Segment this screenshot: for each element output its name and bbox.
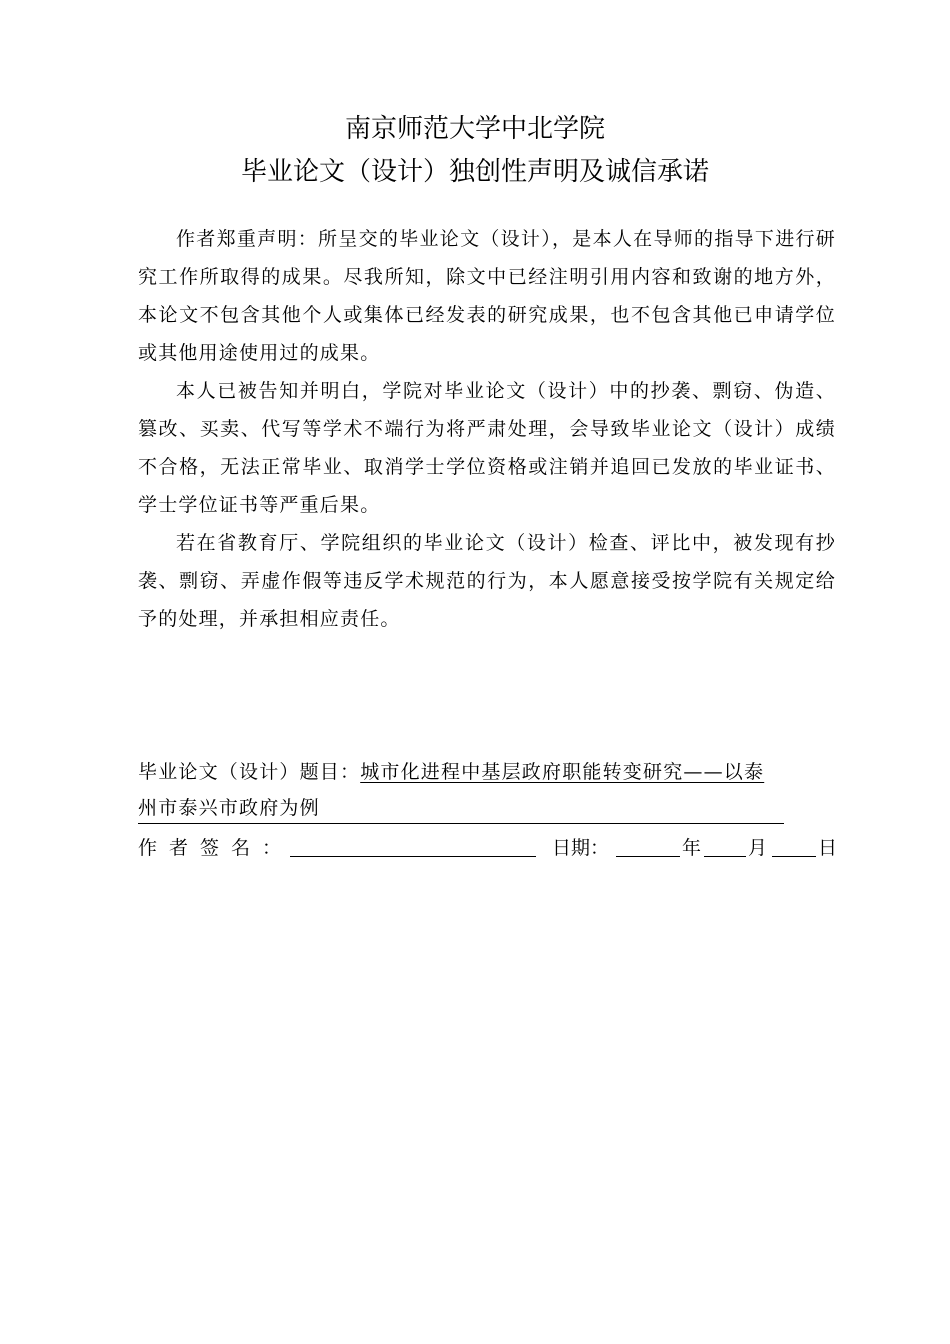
signature-row <box>138 830 836 866</box>
topic-value-line2[interactable]: 州市泰兴市政府为例 <box>138 793 784 824</box>
topic-value-line1[interactable]: 城市化进程中基层政府职能转变研究——以泰 <box>360 761 765 783</box>
topic-label: 毕业论文（设计）题目： <box>138 761 361 783</box>
declaration-body <box>138 220 836 638</box>
month-blank[interactable] <box>704 830 746 857</box>
month-unit: 月 <box>748 837 768 859</box>
day-blank[interactable] <box>772 830 816 857</box>
document-title: 毕业论文（设计）独创性声明及诚信承诺 <box>240 157 709 187</box>
signer-label: 作者签名： <box>138 837 294 859</box>
declaration-paragraph: 若在省教育厅、学院组织的毕业论文（设计）检查、评比中，被发现有抄袭、剽窃、弄虚作假等违反学术规范的行为，本人愿意接受按学院有关规定给予的处理，并承担相应责任。 <box>138 532 836 630</box>
signature-blank[interactable] <box>290 830 536 857</box>
thesis-topic <box>138 754 836 826</box>
declaration-paragraph: 本人已被告知并明白，学院对毕业论文（设计）中的抄袭、剽窃、伪造、篡改、买卖、代写等学术不端行为将严肃处理，会导致毕业论文（设计）成绩不合格，无法正常毕业、取消学士学位资格或注销并追回已发放的毕业证书、学士学位证书等严重后果。 <box>138 380 836 516</box>
year-unit: 年 <box>682 837 702 859</box>
day-unit: 日 <box>818 837 838 859</box>
declaration-paragraph: 作者郑重声明：所呈交的毕业论文（设计），是本人在导师的指导下进行研究工作所取得的成果。尽我所知，除文中已经注明引用内容和致谢的地方外，本论文不包含其他个人或集体已经发表的研究成果，也不包含其他已申请学位或其他用途使用过的成果。 <box>138 228 836 364</box>
year-blank[interactable] <box>616 830 680 857</box>
institution-title: 南京师范大学中北学院 <box>344 114 605 144</box>
date-label: 日期： <box>552 837 610 859</box>
